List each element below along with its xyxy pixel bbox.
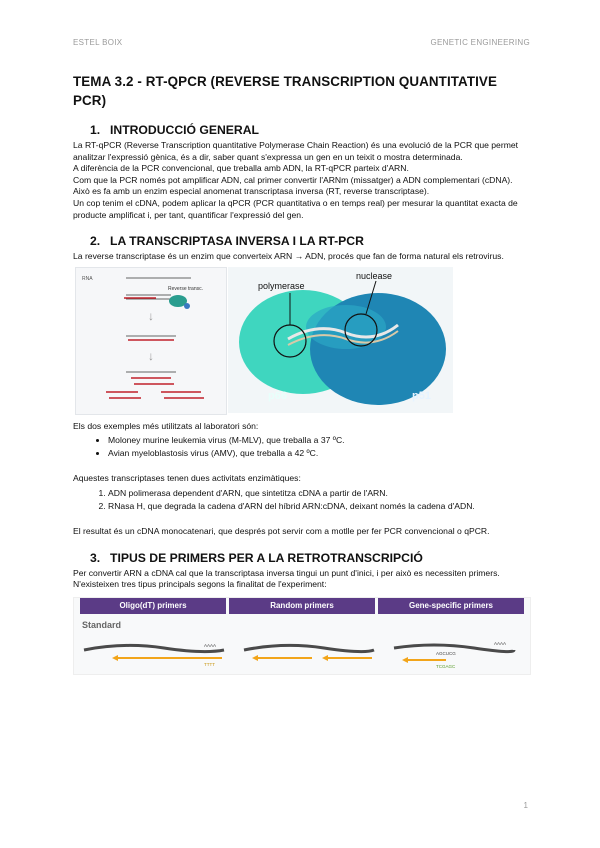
primer-types-figure	[73, 597, 531, 675]
figure-row	[73, 267, 531, 415]
svg-text:p51: p51	[412, 389, 431, 402]
svg-text:AAAA: AAAA	[204, 642, 217, 648]
svg-text:RNA: RNA	[82, 275, 93, 282]
s2-paragraph-3: Aquestes transcriptases tenen dues activitats enzimàtiques:	[73, 473, 301, 484]
s1-paragraph-1: La RT-qPCR (Reverse Transcription quantitative Polymerase Chain Reaction) és una evolució de la PCR que permet analitzar l'expressió gènica, és a dir, saber quant s'expressa un gen en un teixit o mostra determinada.	[73, 140, 519, 162]
rt-activities-list	[73, 487, 531, 513]
svg-text:AGCUCG: AGCUCG	[436, 650, 456, 656]
page-title: TEMA 3.2 - RT-QPCR (REVERSE TRANSCRIPTION QUANTITATIVE PCR)	[73, 74, 497, 108]
section-3-heading: 3. TIPUS DE PRIMERS PER A LA RETROTRANSCRIPCIÓ	[90, 550, 423, 565]
header-author: ESTEL BOIX	[73, 38, 123, 47]
list-item: 1. ADN polimerasa dependent d'ARN, que sintetitza cDNA a partir de l'ARN.	[108, 487, 531, 500]
gene-specific-tab: Gene-specific primers	[378, 598, 524, 614]
svg-text:AAAA: AAAA	[494, 640, 507, 646]
standard-label: Standard	[82, 619, 122, 630]
section-2-heading: 2. LA TRANSCRIPTASA INVERSA I LA RT-PCR	[90, 234, 364, 249]
svg-text:TCGAGC: TCGAGC	[436, 663, 456, 669]
s2-paragraph-2: Els dos exemples més utilitzats al laboratori són:	[73, 420, 259, 431]
random-primers-tab: Random primers	[229, 598, 375, 614]
section-1-heading: 1. INTRODUCCIÓ GENERAL	[90, 123, 259, 137]
document-body	[73, 68, 531, 675]
s3-paragraph-1: Per convertir ARN a cDNA cal que la transcriptasa inversa tingui un punt d'inici, i per això es necessiten primers. N'existeixen tres tipus principals segons la finalitat de l'experiment:	[73, 567, 500, 590]
list-item: • Avian myeloblastosis virus (AMV), que treballa a 42 ºC.	[108, 447, 531, 460]
page-number: 1	[523, 801, 528, 810]
s1-paragraph-5: Un cop tenim el cDNA, podem aplicar la qPCR (PCR quantitativa o en temps real) per mesurar la quantitat exacta de producte amplificat i, per tant, quantificar l'expressió del gen.	[73, 197, 518, 220]
svg-text:↓: ↓	[148, 348, 154, 363]
s1-paragraph-2: A diferència de la PCR convencional, que treballa amb ADN, la RT-qPCR parteix d'ARN.	[73, 163, 409, 174]
header-subject: GENETIC ENGINEERING	[430, 38, 530, 47]
oligo-dt-tab: Oligo(dT) primers	[80, 598, 226, 614]
svg-text:↓: ↓	[148, 308, 154, 323]
list-item: 2. RNasa H, que degrada la cadena d'ARN del híbrid ARN:cDNA, deixant només la cadena d'ADN.	[108, 500, 531, 513]
svg-text:polymerase: polymerase	[258, 280, 305, 291]
reverse-transcriptase-structure-figure	[228, 267, 453, 413]
s2-paragraph-1: La reverse transcriptase és un enzim que converteix ARN → ADN, procés que fan de forma natural els retrovirus.	[73, 251, 504, 262]
s2-paragraph-4: El resultat és un cDNA monocatenari, que després pot servir com a motlle per fer PCR convencional o qPCR.	[73, 525, 490, 536]
svg-text:nuclease: nuclease	[356, 270, 393, 281]
svg-text:p66: p66	[268, 389, 287, 402]
svg-text:Reverse transc.: Reverse transc.	[168, 285, 204, 292]
s1-paragraph-3: Com que la PCR només pot amplificar ADN, cal primer convertir l'ARNm (missatger) a ADN complementari (cDNA).	[73, 174, 513, 185]
s1-paragraph-4: Això es fa amb un enzim especial anomenat transcriptasa inversa (RT, reverse transcriptase).	[73, 186, 430, 197]
svg-text:TTTT: TTTT	[204, 661, 215, 667]
rt-examples-list	[73, 434, 531, 460]
list-item: • Moloney murine leukemia virus (M-MLV), que treballa a 37 ºC.	[108, 434, 531, 447]
rt-pcr-schematic-figure	[75, 267, 227, 415]
